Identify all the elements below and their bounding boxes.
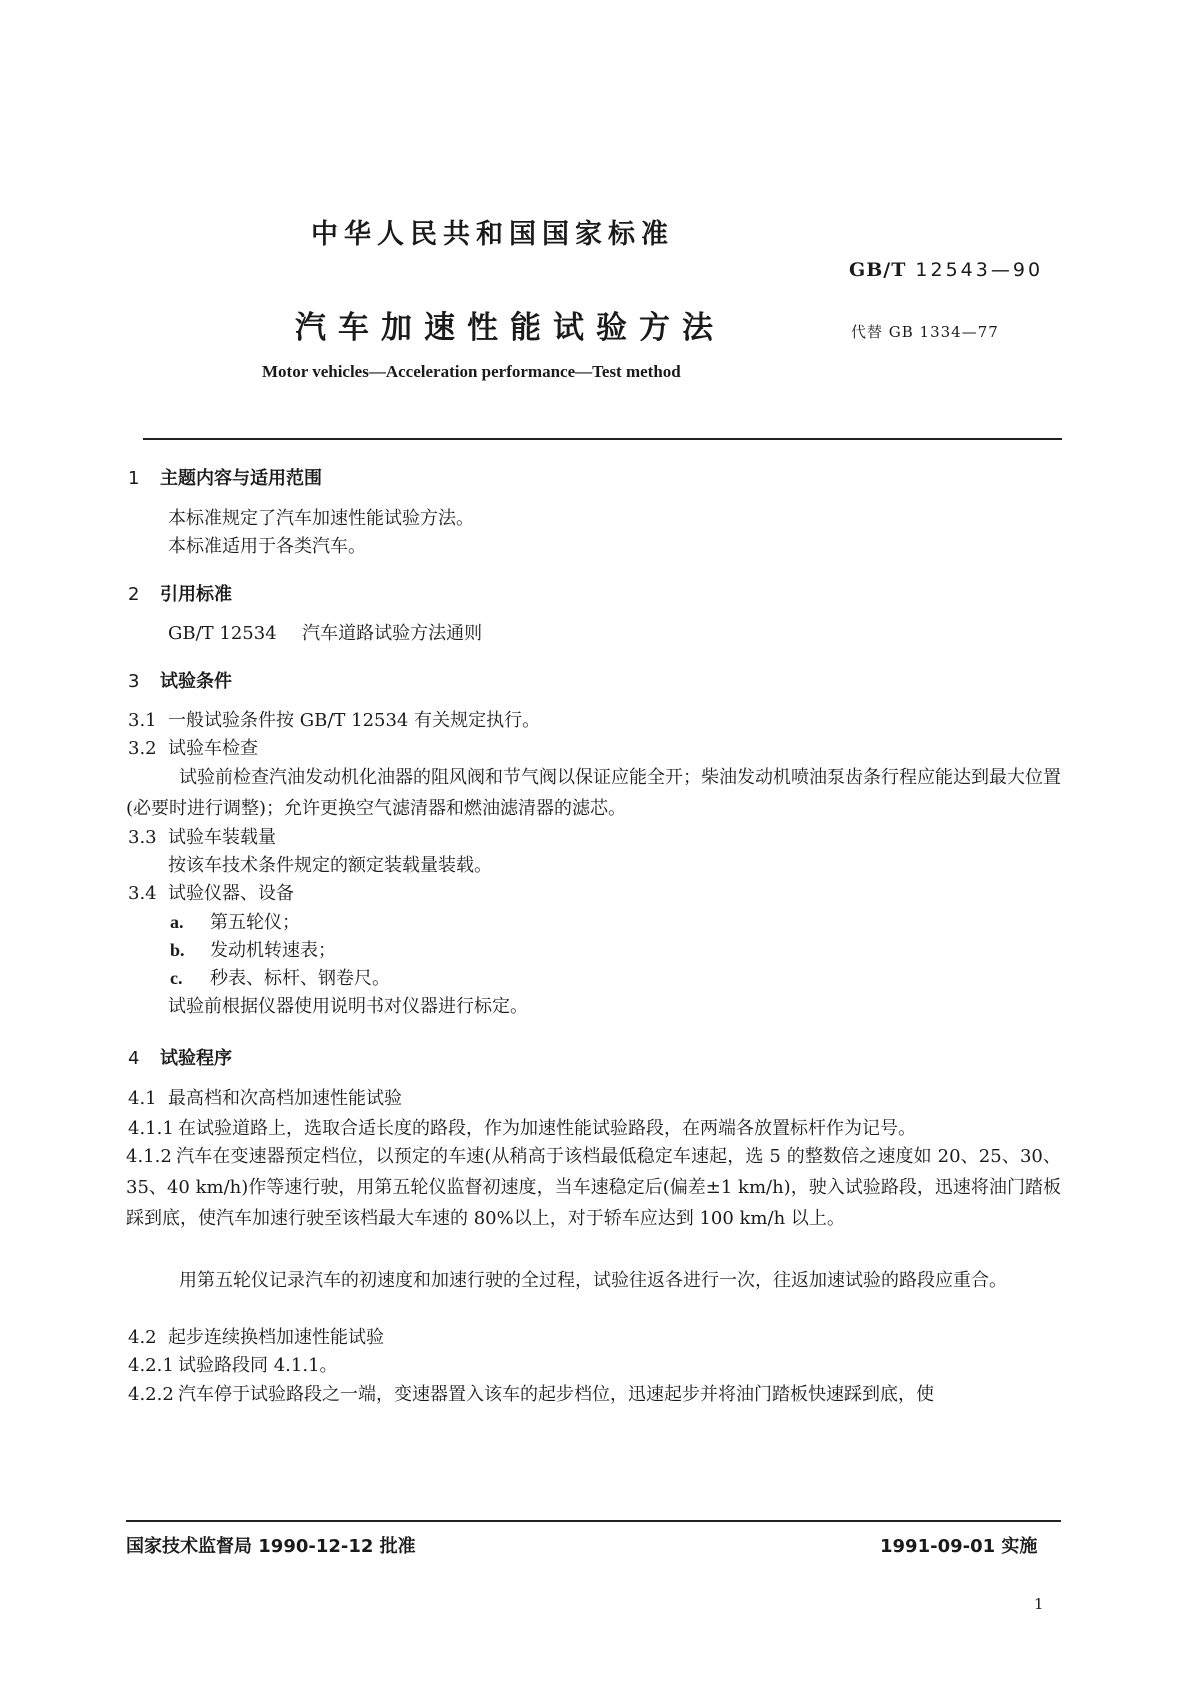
list-item-label: c.	[170, 968, 183, 988]
clause-4-2-1	[128, 1356, 338, 1376]
clause-number: 4.2.2	[128, 1384, 174, 1405]
clause-4-1-2-para-2: 用第五轮仪记录汽车的初速度和加速行驶的全过程，试验往返各进行一次，往返加速试验的路段应重合。	[179, 1270, 1007, 1291]
clause-number: 3.3	[128, 827, 157, 848]
clause-4-2-2	[128, 1385, 934, 1405]
reference-title: 汽车道路试验方法通则	[302, 623, 483, 644]
calibration-note: 试验前根据仪器使用说明书对仪器进行标定。	[168, 996, 528, 1017]
standard-code-number: 12543—90	[915, 259, 1044, 281]
clause-3-1	[128, 711, 540, 731]
standard-category: 中华人民共和国国家标准	[311, 219, 674, 250]
section-4-heading	[128, 1044, 232, 1070]
clause-number: 4.2	[128, 1327, 157, 1348]
list-item-label: b.	[170, 940, 185, 960]
clause-3-2-body: 试验前检查汽油发动机化油器的阻风阀和节气阀以保证应能全开；柴油发动机喷油泵齿条行程应能达到最大位置(必要时进行调整)；允许更换空气滤清器和燃油滤清器的滤芯。	[126, 767, 1061, 819]
clause-number: 3.4	[128, 883, 157, 904]
list-item	[170, 968, 390, 989]
header-divider	[143, 438, 1062, 440]
clause-4-2-heading	[128, 1328, 384, 1348]
clause-3-3-body: 按该车技术条件规定的额定装载量装载。	[168, 855, 492, 876]
section-number: 4	[128, 1048, 140, 1069]
list-item	[170, 912, 300, 933]
clause-title: 试验车装载量	[168, 827, 276, 848]
document-title: 汽车加速性能试验方法	[295, 310, 725, 346]
clause-text: 一般试验条件按 GB/T 12534 有关规定执行。	[168, 710, 541, 731]
clause-4-1-1	[128, 1119, 916, 1139]
section-1-para-1: 本标准规定了汽车加速性能试验方法。	[168, 508, 474, 529]
clause-3-2-heading	[128, 739, 258, 759]
section-title: 试验条件	[160, 671, 232, 692]
list-item-text: 发动机转速表；	[210, 940, 336, 961]
standard-code	[849, 259, 1043, 281]
section-number: 1	[128, 468, 140, 489]
list-item-label: a.	[170, 912, 184, 932]
footer-divider	[126, 1520, 1061, 1522]
standard-code-prefix: GB/T	[849, 259, 907, 281]
clause-number: 3.2	[128, 738, 157, 759]
section-1-heading	[128, 464, 322, 490]
clause-number: 4.1.1	[128, 1118, 174, 1139]
list-item-text: 第五轮仪；	[210, 912, 300, 933]
clause-number: 4.2.1	[128, 1355, 174, 1376]
reference-code: GB/T 12534	[168, 623, 277, 644]
clause-4-1-2	[126, 1141, 1061, 1234]
clause-text: 试验路段同 4.1.1。	[178, 1355, 338, 1376]
clause-3-4-heading	[128, 884, 294, 904]
page-number: 1	[1034, 1595, 1044, 1613]
approval-date: 国家技术监督局 1990-12-12 批准	[126, 1536, 416, 1557]
english-title: Motor vehicles—Acceleration performance—Test method	[262, 362, 681, 381]
clause-text: 汽车在变速器预定档位，以预定的车速(从稍高于该档最低稳定车速起，选 5 的整数倍之速度如 20、25、30、35、40 km/h)作等速行驶，用第五轮仪监督初速度，当车速稳定后(偏差±1 km/h)，驶入试验路段，迅速将油门踏板踩到底，使汽车加速行驶至该档最大车速的 80%以上，对于轿车应达到 100 km/h 以上。	[126, 1146, 1061, 1229]
clause-number: 4.1	[128, 1088, 157, 1109]
clause-title: 起步连续换档加速性能试验	[168, 1327, 384, 1348]
clause-4-1-heading	[128, 1089, 402, 1109]
referenced-standard	[168, 624, 482, 644]
clause-number: 4.1.2	[126, 1146, 172, 1167]
clause-title: 最高档和次高档加速性能试验	[168, 1088, 402, 1109]
effective-date: 1991-09-01 实施	[880, 1536, 1038, 1557]
section-number: 3	[128, 671, 140, 692]
clause-title: 试验仪器、设备	[168, 883, 294, 904]
section-title: 试验程序	[160, 1048, 232, 1069]
section-3-heading	[128, 667, 232, 693]
clause-text: 汽车停于试验路段之一端，变速器置入该车的起步档位，迅速起步并将油门踏板快速踩到底，使	[178, 1384, 934, 1405]
replaces-note: 代替 GB 1334—77	[851, 323, 999, 341]
clause-number: 3.1	[128, 710, 157, 731]
section-1-para-2: 本标准适用于各类汽车。	[168, 536, 366, 557]
section-number: 2	[128, 584, 140, 605]
clause-title: 试验车检查	[168, 738, 258, 759]
clause-3-3-heading	[128, 828, 276, 848]
section-title: 主题内容与适用范围	[160, 468, 322, 489]
list-item	[170, 940, 336, 961]
clause-text: 在试验道路上，选取合适长度的路段，作为加速性能试验路段，在两端各放置标杆作为记号。	[178, 1118, 916, 1139]
list-item-text: 秒表、标杆、钢卷尺。	[210, 968, 390, 989]
section-2-heading	[128, 580, 232, 606]
section-title: 引用标准	[160, 584, 232, 605]
